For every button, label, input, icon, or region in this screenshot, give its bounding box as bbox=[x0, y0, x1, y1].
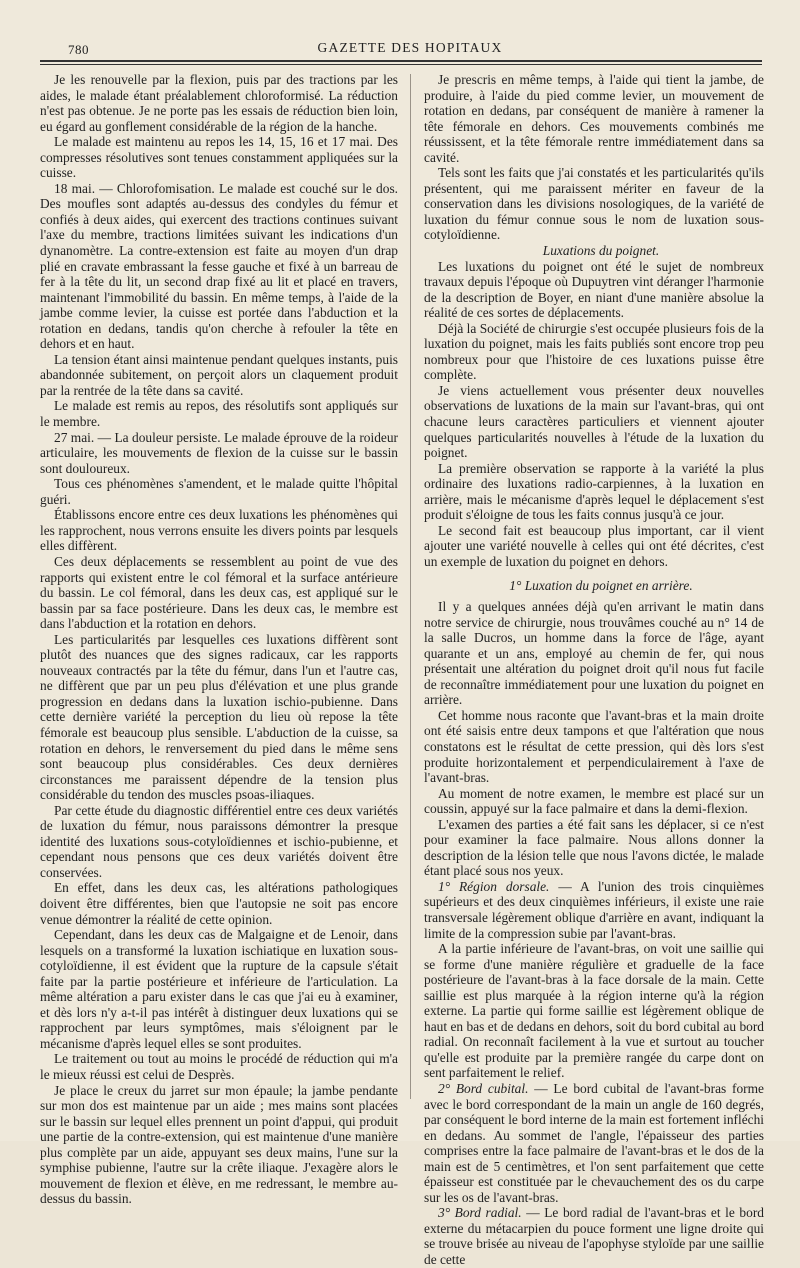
paragraph bbox=[424, 879, 764, 941]
column-divider bbox=[410, 74, 411, 1099]
paragraph: Tous ces phénomènes s'amendent, et le malade quitte l'hôpital guéri. bbox=[40, 476, 398, 507]
region-text: — Le bord radial de l'avant-bras et le bord externe du métacarpien du pouce forment une ligne droite qui se trouve brisée au niveau de l'apophyse styloïde par une saillie de cette bbox=[424, 1205, 764, 1268]
paragraph: Le malade est maintenu au repos les 14, 15, 16 et 17 mai. Des compresses résolutives sont tenues constamment appliquées sur la cuisse. bbox=[40, 134, 398, 181]
paragraph: Ces deux déplacements se ressemblent au point de vue des rapports qui existent entre le col fémoral et la surface antérieure du bassin. Le col fémoral, dans les deux cas, est appliqué sur le bassin par sa face postérieure. Dans les deux cas, le membre est dans l'abduction et la rotation en dehors. bbox=[40, 553, 398, 632]
paragraph: Cependant, dans les deux cas de Malgaigne et de Lenoir, dans lesquels on a transformé la luxation ischiatique en luxation sous-cotyloïdienne, il est évident que la rupture de la capsule s'était faite par la partie postérieure et inférieure de l'articulation. La même altération a paru exister dans le cas que j'ai eu à examiner, et dès lors n'y a-t-il pas intérêt à distinguer deux luxations qui se rapprochent par leurs symptômes, mais s'éloignent par le mécanisme d'après lequel elles se sont produites. bbox=[40, 927, 398, 1051]
region-text: A la partie inférieure de l'avant-bras, on voit une saillie qui se forme d'une manière régulière et graduelle de la face postérieure de l'avant-bras à la face dorsale de la main. Cette saillie est plus marquée à la région interne qu'à la région externe. La partie qui forme saillie est légèrement oblique de haut en bas et de dedans en dehors, soit du bord cubital au bord radial. On reconnaît facilement à la vue et surtout au toucher qu'elle est produite par la première rangée du carpe dont on sent parfaitement le relief. bbox=[424, 941, 764, 1081]
paragraph: Le malade est remis au repos, des résolutifs sont appliqués sur le membre. bbox=[40, 398, 398, 430]
paragraph: Je place le creux du jarret sur mon épaule; la jambe pendante sur mon dos est maintenue par un aide ; mes mains sont placées sur le bassin sur lequel elles prennent un point d'appui, qui produit une partie de la contre-extension, qui est maintenue d'une manière plus complète par un aide, appuyant ses deux mains, l'une sur la symphise pubienne, l'autre sur la crête iliaque. J'exagère alors le mouvement de flexion et élève, en me redressant, le membre au-dessus du bassin. bbox=[40, 1082, 398, 1207]
region-text: — Le bord cubital de l'avant-bras forme avec le bord correspondant de la main un angle de 160 degrés, par conséquent le bord interne de la main est fortement infléchi en dedans. Au sommet de l'angle, l'épaisseur des parties comprises entre la face palmaire de l'avant-bras et le dos de la main est de 5 centimètres, et l'on sent parfaitement que cette épaisseur est constituée par le chevauchement des os du carpe sur les os de l'avant-bras. bbox=[424, 1081, 764, 1205]
paragraph: Je les renouvelle par la flexion, puis par des tractions par les aides, le malade étant préalablement chloroformisé. La réduction n'est pas obtenue. Je ne porte pas les essais de réduction bien loin, eu égard au gonflement considérable de la région de la hanche. bbox=[40, 72, 398, 134]
paragraph bbox=[424, 1205, 764, 1267]
paragraph: Je viens actuellement vous présenter deux nouvelles observations de luxations de la main sur l'avant-bras, qui ont chacune leurs caractères particuliers et viennent ajouter quelques particularités nouvelles à l'étude de la luxation du poignet. bbox=[424, 382, 764, 461]
paragraph: Les luxations du poignet ont été le sujet de nombreux travaux depuis l'époque où Dupuytren vint déranger l'harmonie de la description de Boyer, en niant d'une manière absolue la réalité de ces sortes de déplacements. bbox=[424, 258, 764, 321]
paragraph: Le traitement ou tout au moins le procédé de réduction qui m'a le mieux réussi est celui de Desprès. bbox=[40, 1051, 398, 1082]
paragraph: Les particularités par lesquelles ces luxations diffèrent sont plutôt des nuances que des signes radicaux, car les rapports nouveaux contractés par la tête du fémur, dans l'un et l'autre cas, ne diffèrent que par un peu plus d'élévation et une plus grande progression en dedans dans la luxation ischio-pubienne. Dans cette dernière variété la perception du lieu où repose la tête fémorale est beaucoup plus sensible. L'abduction de la cuisse, sa rotation en dehors, le renversement du pied dans le même sens sont beaucoup plus considérables. Ces deux dernières circonstances me paraissent dépendre de la tension plus considérable du tendon des muscles psoas-iliaques. bbox=[40, 631, 398, 803]
paragraph: Je prescris en même temps, à l'aide qui tient la jambe, de produire, à l'aide du pied comme levier, un mouvement de rotation en dedans, par conséquent de manière à ramener la tête fémorale en dehors. Ces mouvements combinés me réussissent, et la tête fémorale rentre immédiatement dans sa cavité. bbox=[424, 72, 764, 165]
region-heading: 3° Bord radial. bbox=[438, 1205, 522, 1221]
header-rule-thin bbox=[40, 64, 762, 65]
right-column bbox=[424, 72, 764, 1268]
paragraph: Tels sont les faits que j'ai constatés et les particularités qu'ils présentent, qui me paraissent mériter en faveur de la conservation dans les divisions nosologiques, de la variété de luxation du fémur connue sous le nom de luxation sous-cotyloïdienne. bbox=[424, 165, 764, 243]
page-header bbox=[40, 36, 780, 58]
section-title: Luxations du poignet. bbox=[542, 243, 660, 259]
header-rule bbox=[40, 60, 762, 62]
paragraph: Par cette étude du diagnostic différentiel entre ces deux variétés de luxation du fémur, nous paraissons démontrer la presque identité des luxations sous-cotyloïdiennes et ischio-pubienne, et cependant nous pensons que ces deux variétés doivent être conservées. bbox=[40, 802, 398, 880]
subsection-title: 1° Luxation du poignet en arrière. bbox=[509, 577, 693, 593]
paragraph: La tension étant ainsi maintenue pendant quelques instants, puis abandonnée subitement, on perçoit alors un claquement produit par la rentrée de la tête dans sa cavité. bbox=[40, 351, 398, 398]
region-heading: 1° Région dorsale. bbox=[438, 878, 550, 894]
left-column bbox=[40, 72, 398, 1207]
paragraph: Il y a quelques années déjà qu'en arrivant le matin dans notre service de chirurgie, nous trouvâmes couché au n° 14 de la salle Ducros, un homme dans la force de l'âge, ayant quarante et un ans, employé au chemin de fer, qui nous présentait une altération du poignet droit qu'il nous fut facile de reconnaître immédiatement pour une luxation du poignet en arrière. bbox=[424, 599, 764, 708]
paragraph bbox=[424, 941, 764, 1081]
paragraph: Au moment de notre examen, le membre est placé sur un coussin, appuyé sur la face palmaire et dans la demi-flexion. bbox=[424, 785, 764, 817]
paragraph bbox=[424, 1081, 764, 1205]
paragraph: En effet, dans les deux cas, les altérations pathologiques doivent être différentes, bien que l'autopsie ne soit pas encore venue démontrer la réalité de cette opinion. bbox=[40, 880, 398, 927]
paragraph: La première observation se rapporte à la variété la plus ordinaire des luxations radio-carpiennes, à la luxation en arrière, mais le mécanisme d'après lequel le déplacement s'est produit s'éloigne de tous les faits connus jusqu'à ce jour. bbox=[424, 460, 764, 523]
region-heading: 2° Bord cubital. bbox=[438, 1081, 529, 1096]
paragraph: Cet homme nous raconte que l'avant-bras et la main droite ont été saisis entre deux tampons et que l'altération que nous constatons est le résultat de cette pression, qui dès lors s'est produite horizontalement et perpendiculairement à l'axe de l'avant-bras. bbox=[424, 707, 764, 786]
running-head: GAZETTE DES HOPITAUX bbox=[317, 40, 503, 55]
paragraph: 18 mai. — Chlorofomisation. Le malade est couché sur le dos. Des moufles sont adaptés au-dessus des condyles du fémur et confiés à deux aides, qui exercent des tractions continues suivant l'axe du membre, tractions limitées suivant les indications d'un dynanomètre. La contre-extension est faite au moyen d'un drap plié en cravate embrassant la fesse gauche et fixé à un barreau de fer à la tête du lit, un second drap fixé au lit et placé en travers, maintenant l'immobilité du bassin. En même temps, à l'aide de la jambe comme levier, la cuisse est portée dans l'abduction et la rotation en dedans, tandis qu'on cherche à refouler la tête en dehors et en haut. bbox=[40, 180, 398, 352]
region-text: — A l'union des trois cinquièmes supérieurs et des deux cinquièmes inférieurs, il existe une raie transversale légèrement oblique d'arrière en avant, indiquant la limite de la compression subie par l'avant-bras. bbox=[424, 878, 764, 941]
paragraph: Établissons encore entre ces deux luxations les phénomènes qui les rapprochent, nous verrons ensuite les divers points par lesquels elles diffèrent. bbox=[40, 507, 398, 554]
page-number: 780 bbox=[68, 42, 89, 57]
paragraph: L'examen des parties a été fait sans les déplacer, si ce n'est pour examiner la face palmaire. Nous allons donner la description de la lésion telle que nous l'avons dictée, le malade étant placé sous nos yeux. bbox=[424, 816, 764, 879]
paragraph: Le second fait est beaucoup plus important, car il vient ajouter une variété nouvelle à celles qui ont été décrites, c'est un exemple de luxation du poignet en dehors. bbox=[424, 522, 764, 569]
paragraph: 27 mai. — La douleur persiste. Le malade éprouve de la roideur articulaire, les mouvements de flexion de la cuisse sur le bassin sont douloureux. bbox=[40, 429, 398, 476]
paragraph: Déjà la Société de chirurgie s'est occupée plusieurs fois de la luxation du poignet, mais les faits publiés sont encore trop peu nombreux pour que l'histoire de ces luxations puisse être complète. bbox=[424, 320, 764, 383]
